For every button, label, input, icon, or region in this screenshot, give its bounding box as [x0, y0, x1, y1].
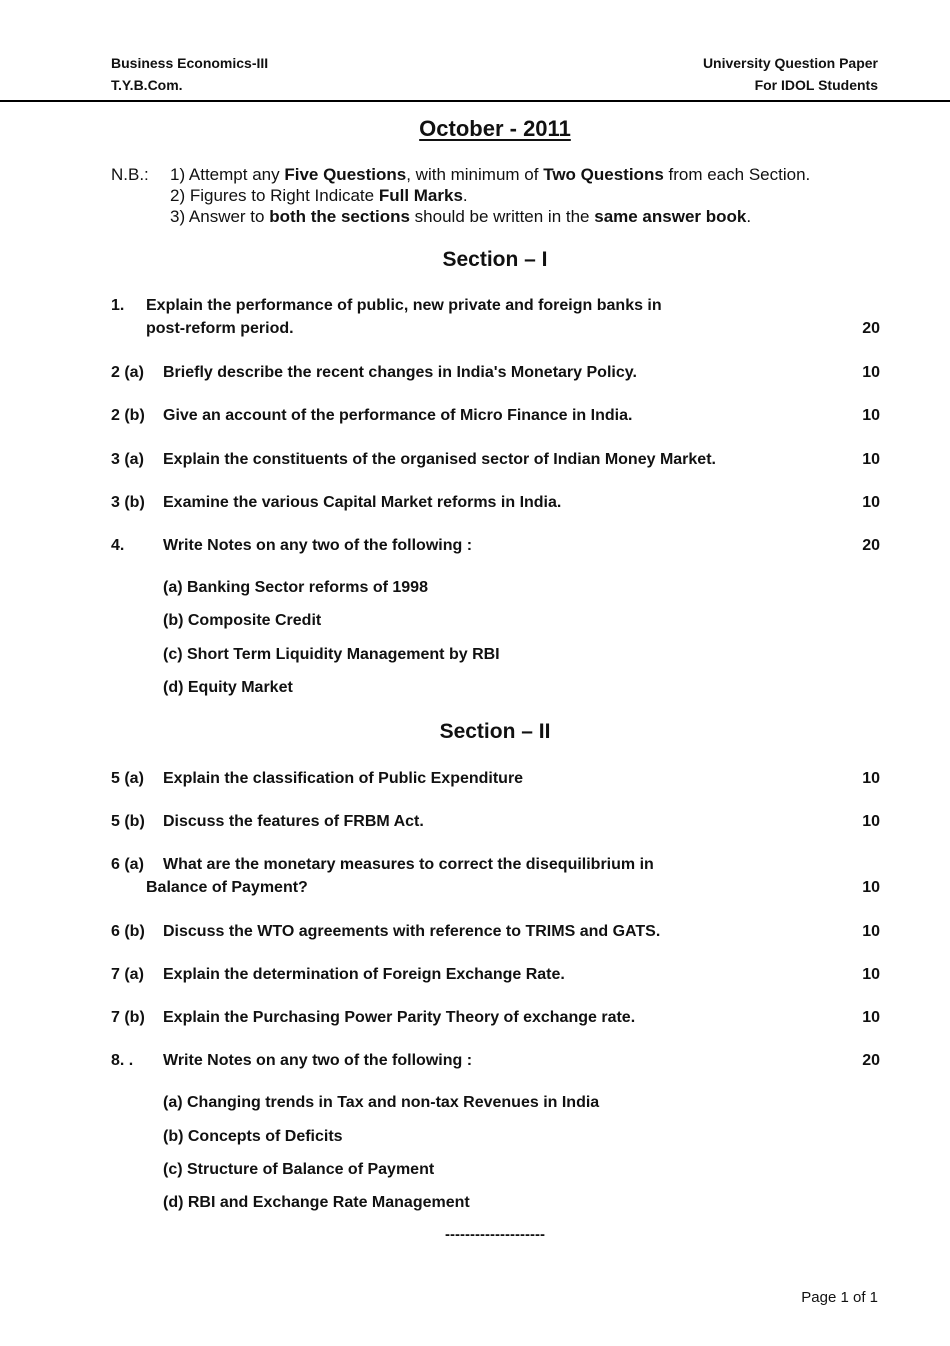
question-number: 8. . — [111, 1052, 134, 1069]
question-number: 5 (a) — [111, 770, 144, 787]
subject-name: Business Economics-III — [111, 55, 269, 71]
question-text-cont: post-reform period. — [146, 320, 294, 337]
question-text: Explain the classification of Public Expenditure — [163, 770, 524, 787]
question-marks: 10 — [862, 407, 880, 424]
question-number: 5 (b) — [111, 813, 145, 830]
question-text: Discuss the WTO agreements with reference to TRIMS and GATS. — [163, 923, 661, 940]
question-marks: 10 — [862, 879, 880, 896]
question-text: Write Notes on any two of the following : — [163, 537, 473, 554]
question-text: Explain the determination of Foreign Exchange Rate. — [163, 966, 565, 983]
question-marks: 20 — [862, 320, 880, 337]
paper-type: University Question Paper — [702, 55, 878, 71]
header-left — [111, 52, 268, 96]
question-number: 4. — [111, 537, 125, 554]
question-text-cont: Balance of Payment? — [146, 879, 308, 896]
question-marks: 10 — [862, 813, 880, 830]
audience: For IDOL Students — [754, 77, 878, 93]
question-number: 7 (b) — [111, 1009, 145, 1026]
end-of-paper-rule: -------------------- — [445, 1226, 545, 1243]
question-text: Explain the constituents of the organised sector of Indian Money Market. — [163, 451, 716, 468]
question-number: 3 (a) — [111, 451, 144, 468]
question-marks: 10 — [862, 451, 880, 468]
note-option: (d) Equity Market — [163, 679, 293, 696]
question-marks: 10 — [862, 364, 880, 381]
nb-label: N.B.: — [111, 165, 149, 184]
header-divider — [0, 100, 950, 102]
question-text: Write Notes on any two of the following : — [163, 1052, 473, 1069]
question-marks: 10 — [862, 494, 880, 511]
question-text: Discuss the features of FRBM Act. — [163, 813, 424, 830]
note-option: (b) Composite Credit — [163, 612, 322, 629]
question-number: 1. — [111, 297, 125, 314]
question-number: 2 (a) — [111, 364, 144, 381]
question-number: 3 (b) — [111, 494, 145, 511]
course-name: T.Y.B.Com. — [111, 77, 183, 93]
question-marks: 20 — [862, 537, 880, 554]
question-number: 6 (b) — [111, 923, 145, 940]
question-text: What are the monetary measures to correct the disequilibrium in — [163, 856, 654, 873]
exam-title: October - 2011 — [419, 116, 571, 141]
question-number: 2 (b) — [111, 407, 145, 424]
question-text: Explain the Purchasing Power Parity Theory of exchange rate. — [163, 1009, 636, 1026]
instruction-1: 1) Attempt any Five Questions, with minimum of Two Questions from each Section. — [170, 165, 811, 184]
question-text: Give an account of the performance of Micro Finance in India. — [163, 407, 633, 424]
header-right — [703, 52, 878, 96]
question-text: Explain the performance of public, new private and foreign banks in — [146, 297, 662, 314]
question-text: Examine the various Capital Market reforms in India. — [163, 494, 562, 511]
question-marks: 20 — [862, 1052, 880, 1069]
question-text: Briefly describe the recent changes in India's Monetary Policy. — [163, 364, 637, 381]
section-1-heading: Section – I — [442, 248, 548, 271]
page-number: Page 1 of 1 — [801, 1289, 878, 1306]
question-marks: 10 — [862, 923, 880, 940]
question-marks: 10 — [862, 966, 880, 983]
note-option: (b) Concepts of Deficits — [163, 1128, 343, 1145]
note-option: (c) Structure of Balance of Payment — [163, 1161, 435, 1178]
question-marks: 10 — [862, 1009, 880, 1026]
instruction-2: 2) Figures to Right Indicate Full Marks. — [170, 186, 468, 205]
instruction-3: 3) Answer to both the sections should be written in the same answer book. — [170, 207, 752, 226]
question-marks: 10 — [862, 770, 880, 787]
note-option: (c) Short Term Liquidity Management by RBI — [163, 646, 500, 663]
question-number: 7 (a) — [111, 966, 144, 983]
note-option: (a) Changing trends in Tax and non-tax Revenues in India — [163, 1094, 600, 1111]
section-2-heading: Section – II — [439, 720, 551, 743]
question-number: 6 (a) — [111, 856, 144, 873]
note-option: (d) RBI and Exchange Rate Management — [163, 1194, 470, 1211]
note-option: (a) Banking Sector reforms of 1998 — [163, 579, 428, 596]
